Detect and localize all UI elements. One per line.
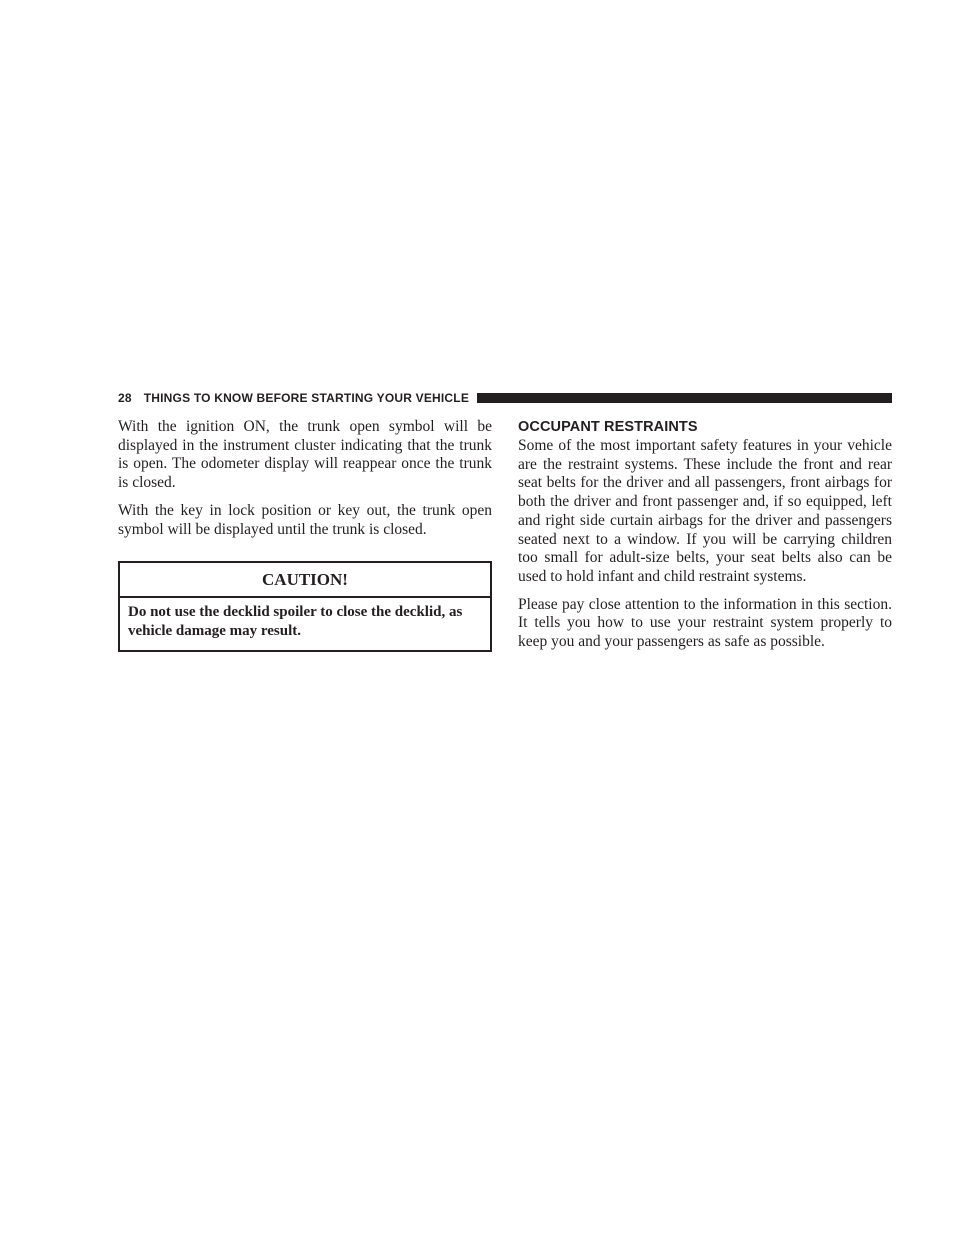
paragraph-pay-attention: Please pay close attention to the information in this section. It tells you how to use your restraint system properly to keep you and your passengers as safe as possible. <box>518 595 892 651</box>
caution-body: Do not use the decklid spoiler to close the decklid, as vehicle damage may result. <box>128 604 463 639</box>
running-header-title: THINGS TO KNOW BEFORE STARTING YOUR VEHICLE <box>143 391 470 405</box>
section-heading-occupant-restraints: OCCUPANT RESTRAINTS <box>518 419 698 435</box>
page-number: 28 <box>118 391 132 405</box>
caution-box <box>118 561 492 652</box>
left-column <box>118 418 492 548</box>
paragraph-trunk-open-key-out: With the key in lock position or key out, the trunk open symbol will be displayed until the trunk is closed. <box>118 501 492 538</box>
paragraph-restraint-systems: Some of the most important safety features in your vehicle are the restraint systems. These include the front and rear seat belts for the driver and all passengers, front airbags for both the driver and front passenger and, if so equipped, left and right side curtain airbags for the driver and passengers seated next to a window. If you will be carrying children too small for adult-size belts, your seat belts also can be used to hold infant and child restraint systems. <box>518 437 892 585</box>
page-header <box>118 390 892 406</box>
paragraph-trunk-open-ignition: With the ignition ON, the trunk open symbol will be displayed in the instrument cluster indicating that the trunk is open. The odometer display will reappear once the trunk is closed. <box>118 418 492 492</box>
header-rule <box>477 393 892 403</box>
right-column <box>518 418 892 661</box>
caution-title: CAUTION! <box>120 563 490 598</box>
